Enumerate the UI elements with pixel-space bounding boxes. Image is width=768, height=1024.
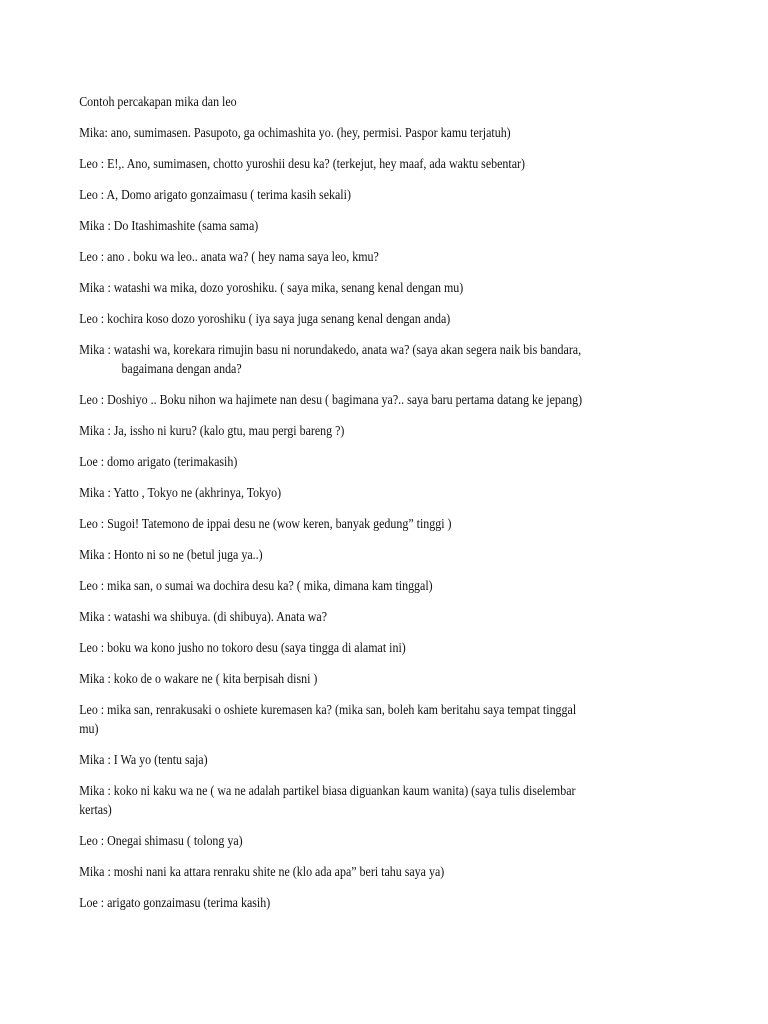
line-text: Mika : watashi wa mika, dozo yoroshiku. ( saya mika, senang kenal dengan mu)	[79, 280, 464, 295]
line-text: Leo : Sugoi! Tatemono de ippai desu ne (wow keren, banyak gedung” tinggi )	[79, 516, 452, 531]
conversation-line	[79, 862, 706, 893]
conversation-line	[79, 216, 706, 247]
line-continuation: mu)	[79, 721, 99, 736]
line-text: Leo : Doshiyo .. Boku nihon wa hajimete nan desu ( bagimana ya?.. saya baru pertama datang ke jepang)	[79, 392, 583, 407]
line-text: Mika : Yatto , Tokyo ne (akhrinya, Tokyo)	[79, 485, 282, 500]
line-text: Leo : mika san, renrakusaki o oshiete kuremasen ka? (mika san, boleh kam beritahu saya tempat tinggal	[79, 702, 577, 717]
conversation-line	[79, 247, 706, 278]
conversation-line	[79, 452, 706, 483]
conversation-line	[79, 421, 706, 452]
conversation-line	[79, 638, 706, 669]
conversation-line	[79, 278, 706, 309]
conversation-line	[79, 893, 706, 924]
conversation-line	[79, 154, 706, 185]
line-text: Loe : domo arigato (terimakasih)	[79, 454, 238, 469]
conversation-line	[79, 185, 706, 216]
conversation-line	[79, 514, 706, 545]
line-continuation: bagaimana dengan anda?	[121, 361, 242, 376]
line-text: Leo : boku wa kono jusho no tokoro desu (saya tingga di alamat ini)	[79, 640, 406, 655]
line-text: Mika : moshi nani ka attara renraku shite ne (klo ada apa” beri tahu saya ya)	[79, 864, 445, 879]
conversation-line	[79, 576, 706, 607]
conversation-line	[79, 390, 706, 421]
conversation-line	[79, 781, 706, 831]
line-text: Mika : I Wa yo (tentu saja)	[79, 752, 208, 767]
line-text: Leo : mika san, o sumai wa dochira desu ka? ( mika, dimana kam tinggal)	[79, 578, 433, 593]
conversation-line	[79, 700, 706, 750]
line-text: Mika : koko de o wakare ne ( kita berpisah disni )	[79, 671, 318, 686]
line-text: Mika : koko ni kaku wa ne ( wa ne adalah partikel biasa diguankan kaum wanita) (saya tulis diselembar	[79, 783, 576, 798]
line-text: Leo : Onegai shimasu ( tolong ya)	[79, 833, 243, 848]
conversation-line	[79, 831, 706, 862]
conversation-line	[79, 483, 706, 514]
line-continuation: kertas)	[79, 802, 112, 817]
line-text: Mika: ano, sumimasen. Pasupoto, ga ochimashita yo. (hey, permisi. Paspor kamu terjatuh)	[79, 125, 511, 140]
conversation-line	[79, 123, 706, 154]
line-text: Leo : ano . boku wa leo.. anata wa? ( hey nama saya leo, kmu?	[79, 249, 379, 264]
line-text: Mika : Honto ni so ne (betul juga ya..)	[79, 547, 263, 562]
conversation-line	[79, 309, 706, 340]
line-text: Loe : arigato gonzaimasu (terima kasih)	[79, 895, 271, 910]
conversation-line	[79, 545, 706, 576]
conversation-lines	[79, 123, 706, 924]
line-text: Mika : watashi wa shibuya. (di shibuya). Anata wa?	[79, 609, 328, 624]
conversation-line	[79, 607, 706, 638]
conversation-line	[79, 340, 706, 390]
conversation-line	[79, 669, 706, 700]
line-text: Leo : kochira koso dozo yoroshiku ( iya saya juga senang kenal dengan anda)	[79, 311, 451, 326]
line-text: Mika : watashi wa, korekara rimujin basu ni norundakedo, anata wa? (saya akan segera naik bis bandara,	[79, 342, 582, 357]
line-text: Leo : E!,. Ano, sumimasen, chotto yuroshii desu ka? (terkejut, hey maaf, ada waktu sebentar)	[79, 156, 526, 171]
document-title: Contoh percakapan mika dan leo	[79, 94, 237, 109]
line-text: Leo : A, Domo arigato gonzaimasu ( terima kasih sekali)	[79, 187, 351, 202]
conversation-line	[79, 750, 706, 781]
line-text: Mika : Ja, issho ni kuru? (kalo gtu, mau pergi bareng ?)	[79, 423, 345, 438]
line-text: Mika : Do Itashimashite (sama sama)	[79, 218, 259, 233]
